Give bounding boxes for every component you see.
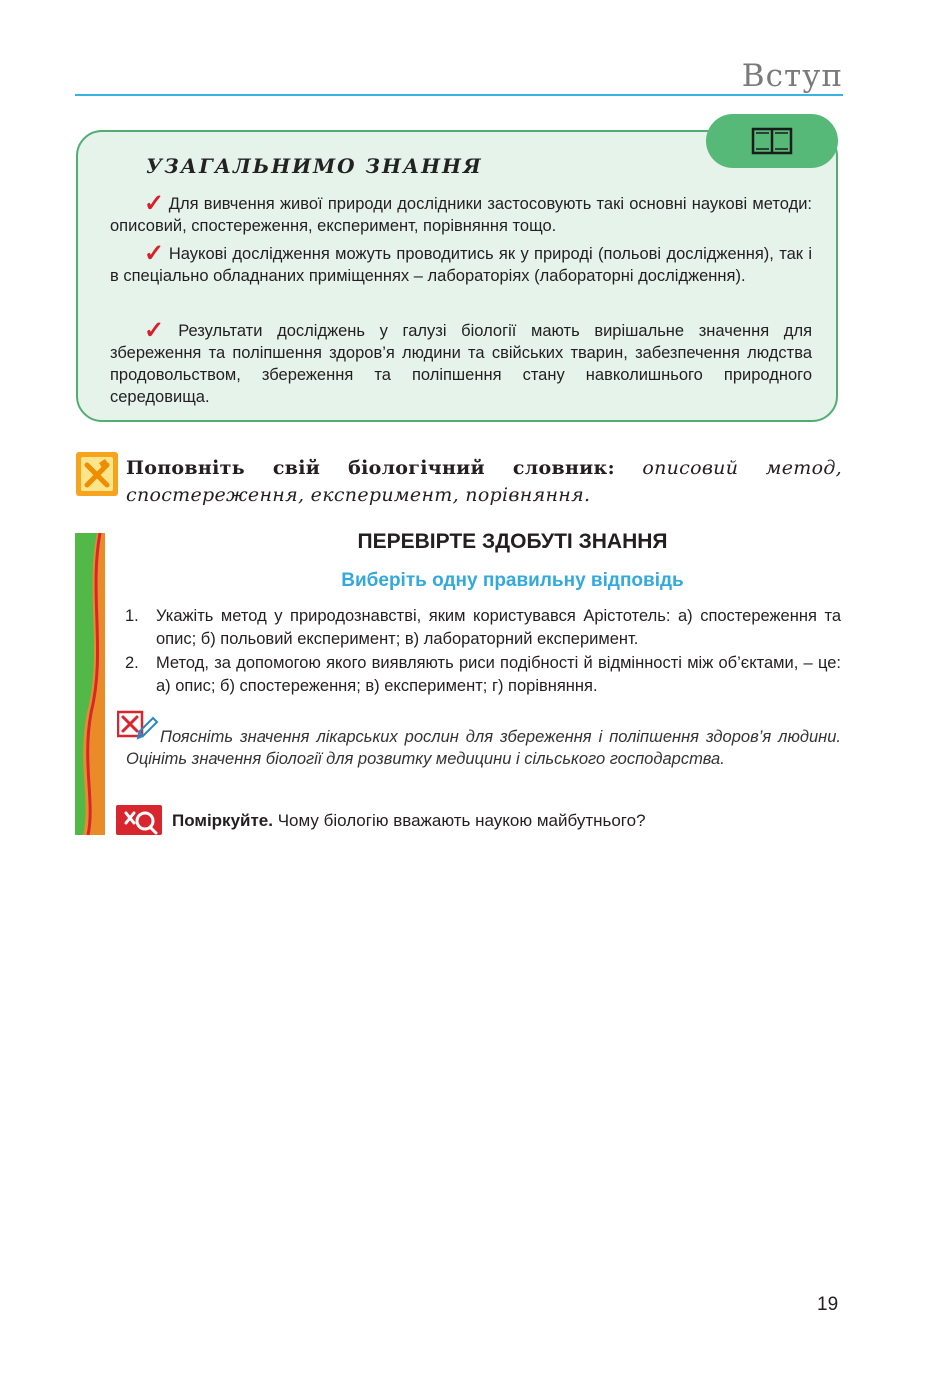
task-text: Поясніть значення лікарських рослин для збереження і поліпшення здоров’я людини. Оцініть значення біології для розвитку медицини і сільського господарства.	[126, 728, 841, 768]
vocabulary-lead: Поповніть свій біологічний словник:	[126, 457, 615, 479]
checkmark-icon: ✓	[144, 317, 175, 344]
book-icon	[751, 126, 793, 156]
summary-point-text: Для вивчення живої природи дослідники застосовують такі основні наукові методи: описовий, спостереження, експеримент, порівняння тощо.	[110, 195, 813, 235]
section-header: Вступ	[741, 58, 843, 94]
summary-point	[110, 317, 813, 408]
question-text: Укажіть метод у природознавстві, яким користувався Арістотель: а) спостереження та опис; б) польовий експеримент; в) лабораторний експеримент.	[156, 607, 841, 648]
book-tab	[706, 114, 838, 168]
summary-title: УЗАГАЛЬНИМО ЗНАННЯ	[146, 154, 483, 178]
question-number: 1.	[125, 607, 139, 625]
pen-cross-icon	[81, 457, 113, 491]
checkmark-icon: ✓	[144, 190, 165, 217]
check-title: ПЕРЕВІРТЕ ЗДОБУТІ ЗНАННЯ	[357, 530, 668, 553]
page-number: 19	[817, 1294, 839, 1315]
think-question: Чому біологію вважають наукою майбутнього?	[277, 811, 646, 830]
vocabulary-terms: описовий метод, спостереження, експеримент, порівняння.	[126, 457, 842, 506]
summary-point-text: Наукові дослідження можуть проводитись як у природі (польові дослідження), так і в спеціально обладнаних приміщеннях – лабораторіях (лабораторні дослідження).	[110, 245, 813, 285]
question-item	[125, 652, 841, 698]
summary-point	[110, 190, 813, 237]
think-text	[172, 810, 646, 832]
vocabulary-text	[126, 455, 842, 509]
vocabulary-icon	[76, 452, 118, 496]
question-list	[125, 605, 841, 699]
think-label: Поміркуйте.	[172, 811, 273, 830]
check-subtitle: Виберіть одну правильну відповідь	[341, 570, 684, 591]
question-text: Метод, за допомогою якого виявляють риси подібності й відмінності між об’єктами, – це: а) опис; б) спостереження; в) експеримент; г) порівняння.	[156, 654, 841, 695]
summary-point-text: Результати досліджень у галузі біології мають вирішальне значення для збереження та поліпшення здоров’я людини та свійських тварин, забезпечення людства продовольством, збереження та поліпшення стану навколишнього природного середовища.	[110, 322, 813, 406]
summary-point	[110, 240, 813, 287]
question-number: 2.	[125, 654, 139, 672]
think-icon	[116, 805, 162, 835]
checkmark-icon: ✓	[144, 240, 165, 267]
header-rule	[75, 94, 843, 96]
question-item	[125, 605, 841, 651]
